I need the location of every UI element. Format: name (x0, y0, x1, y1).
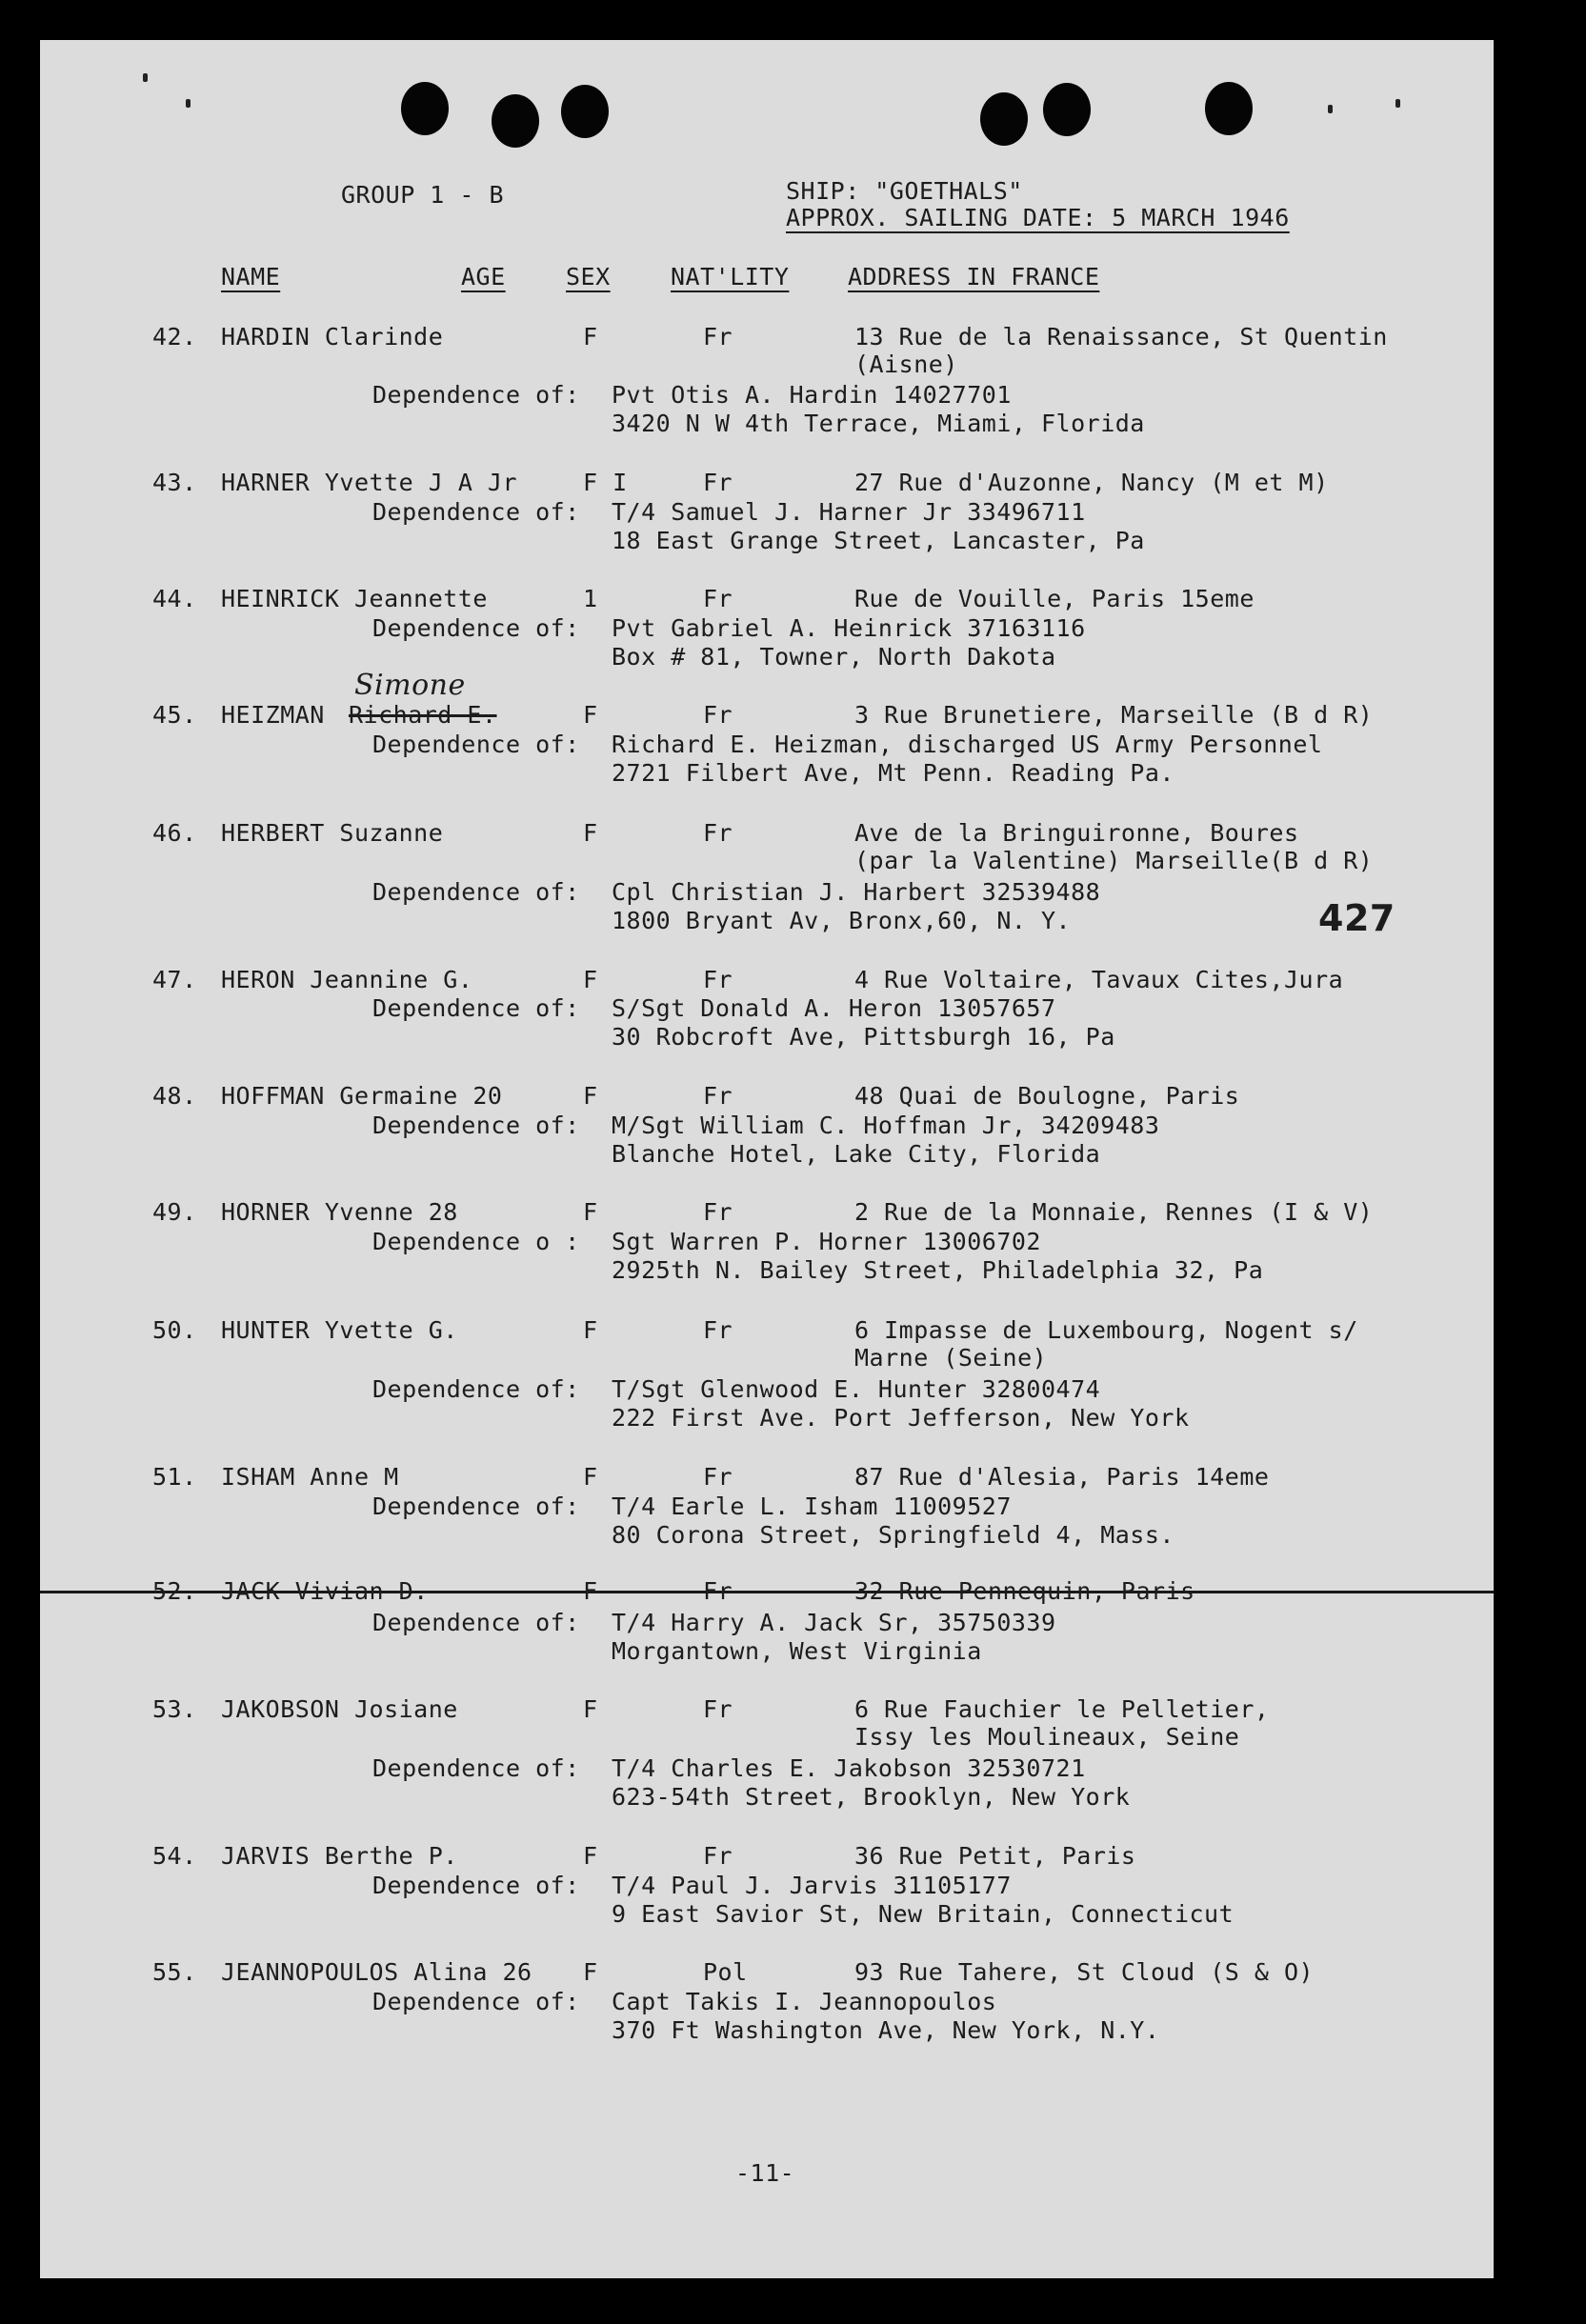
column-sex: SEX (566, 263, 611, 290)
entry-name: HUNTER Yvette G. (221, 1316, 458, 1344)
dependence-label: Dependence of: (372, 1493, 580, 1520)
entry-number: 49. (152, 1198, 197, 1226)
entry-address-2: (par la Valentine) Marseille(B d R) (854, 847, 1374, 874)
entry-name: HERON Jeannine G. (221, 966, 473, 993)
sponsor-address: 18 East Grange Street, Lancaster, Pa (612, 527, 1145, 554)
column-name: NAME (221, 263, 281, 290)
entry-address: 36 Rue Petit, Paris (854, 1842, 1136, 1870)
group-label: GROUP 1 - B (341, 181, 505, 209)
sponsor-address: 80 Corona Street, Springfield 4, Mass. (612, 1521, 1174, 1549)
sponsor-name: T/4 Samuel J. Harner Jr 33496711 (612, 498, 1086, 526)
entry-address: 3 Rue Brunetiere, Marseille (B d R) (854, 701, 1374, 729)
struck-name: Richard E. (349, 701, 497, 729)
entry-number: 54. (152, 1842, 197, 1870)
entry-number: 52. (152, 1577, 197, 1605)
entry-sex: F (583, 1695, 598, 1723)
entry-address-2: Issy les Moulineaux, Seine (854, 1723, 1240, 1751)
entry-sex: F (583, 701, 598, 729)
entry-address: Ave de la Bringuironne, Boures (854, 819, 1299, 847)
sponsor-name: T/4 Paul J. Jarvis 31105177 (612, 1872, 1012, 1899)
sponsor-name: M/Sgt William C. Hoffman Jr, 34209483 (612, 1112, 1160, 1139)
entry-nationality: Fr (703, 1198, 733, 1226)
entry-name: JACK Vivian D. (221, 1577, 429, 1605)
entry-nationality: Fr (703, 819, 733, 847)
entry-name: ISHAM Anne M (221, 1463, 399, 1491)
entry-name: JAKOBSON Josiane (221, 1695, 458, 1723)
entry-address: 87 Rue d'Alesia, Paris 14eme (854, 1463, 1270, 1491)
entry-name: HARDIN Clarinde (221, 323, 444, 351)
stamp-number: 427 (1318, 897, 1395, 939)
dependence-label: Dependence of: (372, 994, 580, 1022)
entry-name: HEIZMAN (221, 701, 325, 729)
entry-number: 44. (152, 585, 197, 612)
entry-number: 50. (152, 1316, 197, 1344)
entry-number: 51. (152, 1463, 197, 1491)
speck (1328, 105, 1333, 113)
dependence-label: Dependence of: (372, 614, 580, 642)
entry-name: HERBERT Suzanne (221, 819, 444, 847)
entry-sex: F (583, 1198, 598, 1226)
speck (143, 73, 148, 82)
entry-nationality: Fr (703, 701, 733, 729)
entry-nationality: Fr (703, 1577, 733, 1605)
sponsor-name: T/4 Earle L. Isham 11009527 (612, 1493, 1012, 1520)
entry-sex: F (583, 1316, 598, 1344)
entry-nationality: Fr (703, 585, 733, 612)
sponsor-address: 222 First Ave. Port Jefferson, New York (612, 1404, 1190, 1432)
sponsor-address: Box # 81, Towner, North Dakota (612, 643, 1056, 671)
entry-address: 6 Rue Fauchier le Pelletier, (854, 1695, 1270, 1723)
dependence-label: Dependence o : (372, 1228, 580, 1255)
dependence-label: Dependence of: (372, 1872, 580, 1899)
dependence-label: Dependence of: (372, 1112, 580, 1139)
entry-name: JARVIS Berthe P. (221, 1842, 458, 1870)
entry-name: HARNER Yvette J A Jr (221, 469, 518, 496)
sponsor-name: Capt Takis I. Jeannopoulos (612, 1988, 997, 2015)
sponsor-name: S/Sgt Donald A. Heron 13057657 (612, 994, 1056, 1022)
entry-sex: F (583, 1577, 598, 1605)
entry-sex: F (583, 1958, 598, 1986)
entry-sex: F (583, 819, 598, 847)
sponsor-name: Cpl Christian J. Harbert 32539488 (612, 878, 1101, 906)
column-age: AGE (461, 263, 506, 290)
entry-sex: F (583, 966, 598, 993)
entry-number: 55. (152, 1958, 197, 1986)
sponsor-address: 9 East Savior St, New Britain, Connecticut (612, 1900, 1235, 1928)
entry-nationality: Pol (703, 1958, 748, 1986)
entry-address: 4 Rue Voltaire, Tavaux Cites,Jura (854, 966, 1344, 993)
entry-address: 48 Quai de Boulogne, Paris (854, 1082, 1240, 1110)
sponsor-name: T/Sgt Glenwood E. Hunter 32800474 (612, 1375, 1101, 1403)
dependence-label: Dependence of: (372, 381, 580, 409)
entry-address-2: (Aisne) (854, 351, 958, 378)
sponsor-address: 370 Ft Washington Ave, New York, N.Y. (612, 2016, 1160, 2044)
sponsor-address: 623-54th Street, Brooklyn, New York (612, 1783, 1131, 1811)
entry-sex: F (583, 323, 598, 351)
sponsor-address: Morgantown, West Virginia (612, 1637, 982, 1665)
sponsor-address: 30 Robcroft Ave, Pittsburgh 16, Pa (612, 1023, 1115, 1051)
entry-address: 32 Rue Pennequin, Paris (854, 1577, 1195, 1605)
entry-name: JEANNOPOULOS Alina 26 (221, 1958, 532, 1986)
entry-address: Rue de Vouille, Paris 15eme (854, 585, 1255, 612)
entry-address-2: Marne (Seine) (854, 1344, 1048, 1372)
sponsor-address: 2721 Filbert Ave, Mt Penn. Reading Pa. (612, 759, 1174, 787)
document-sheet (40, 40, 1494, 2278)
entry-number: 42. (152, 323, 197, 351)
entry-name: HOFFMAN Germaine 20 (221, 1082, 503, 1110)
page-number: -11- (735, 2159, 795, 2187)
entry-nationality: Fr (703, 1463, 733, 1491)
punch-hole (1205, 82, 1253, 135)
speck (186, 99, 191, 108)
dependence-label: Dependence of: (372, 731, 580, 758)
dependence-label: Dependence of: (372, 878, 580, 906)
dependence-label: Dependence of: (372, 1609, 580, 1636)
sponsor-name: Sgt Warren P. Horner 13006702 (612, 1228, 1041, 1255)
entry-number: 48. (152, 1082, 197, 1110)
punch-hole (401, 82, 449, 135)
column-nationality: NAT'LITY (671, 263, 790, 290)
dependence-label: Dependence of: (372, 1375, 580, 1403)
dependence-label: Dependence of: (372, 1754, 580, 1782)
punch-hole (561, 85, 609, 138)
entry-nationality: Fr (703, 1316, 733, 1344)
entry-number: 47. (152, 966, 197, 993)
entry-nationality: Fr (703, 1842, 733, 1870)
entry-address: 6 Impasse de Luxembourg, Nogent s/ (854, 1316, 1358, 1344)
entry-sex: F (583, 1463, 598, 1491)
sponsor-address: 2925th N. Bailey Street, Philadelphia 32, Pa (612, 1256, 1264, 1284)
punch-hole (1043, 83, 1091, 136)
punch-hole (980, 92, 1028, 146)
entry-nationality: Fr (703, 469, 733, 496)
sponsor-name: Richard E. Heizman, discharged US Army Personnel (612, 731, 1323, 758)
entry-sex: F I (583, 469, 628, 496)
column-address: ADDRESS IN FRANCE (848, 263, 1100, 290)
sailing-date: APPROX. SAILING DATE: 5 MARCH 1946 (786, 204, 1290, 231)
punch-hole (492, 94, 539, 148)
sponsor-address: 1800 Bryant Av, Bronx,60, N. Y. (612, 907, 1072, 934)
sponsor-address: Blanche Hotel, Lake City, Florida (612, 1140, 1101, 1168)
sponsor-name: Pvt Gabriel A. Heinrick 37163116 (612, 614, 1086, 642)
entry-address: 27 Rue d'Auzonne, Nancy (M et M) (854, 469, 1329, 496)
dependence-label: Dependence of: (372, 1988, 580, 2015)
entry-number: 45. (152, 701, 197, 729)
handwritten-correction: Simone (354, 669, 466, 702)
sponsor-name: T/4 Charles E. Jakobson 32530721 (612, 1754, 1086, 1782)
entry-address: 13 Rue de la Renaissance, St Quentin (854, 323, 1388, 351)
entry-address: 2 Rue de la Monnaie, Rennes (I & V) (854, 1198, 1374, 1226)
entry-number: 43. (152, 469, 197, 496)
entry-nationality: Fr (703, 1695, 733, 1723)
entry-number: 46. (152, 819, 197, 847)
entry-sex: F (583, 1842, 598, 1870)
entry-address: 93 Rue Tahere, St Cloud (S & O) (854, 1958, 1315, 1986)
entry-nationality: Fr (703, 966, 733, 993)
speck (1395, 99, 1400, 108)
dependence-label: Dependence of: (372, 498, 580, 526)
entry-sex: 1 (583, 585, 598, 612)
entry-number: 53. (152, 1695, 197, 1723)
entry-name: HEINRICK Jeannette (221, 585, 488, 612)
entry-nationality: Fr (703, 323, 733, 351)
entry-nationality: Fr (703, 1082, 733, 1110)
sponsor-name: Pvt Otis A. Hardin 14027701 (612, 381, 1012, 409)
entry-sex: F (583, 1082, 598, 1110)
sponsor-address: 3420 N W 4th Terrace, Miami, Florida (612, 410, 1145, 437)
entry-name: HORNER Yvenne 28 (221, 1198, 458, 1226)
ship-label: SHIP: "GOETHALS" (786, 177, 1023, 205)
sponsor-name: T/4 Harry A. Jack Sr, 35750339 (612, 1609, 1056, 1636)
